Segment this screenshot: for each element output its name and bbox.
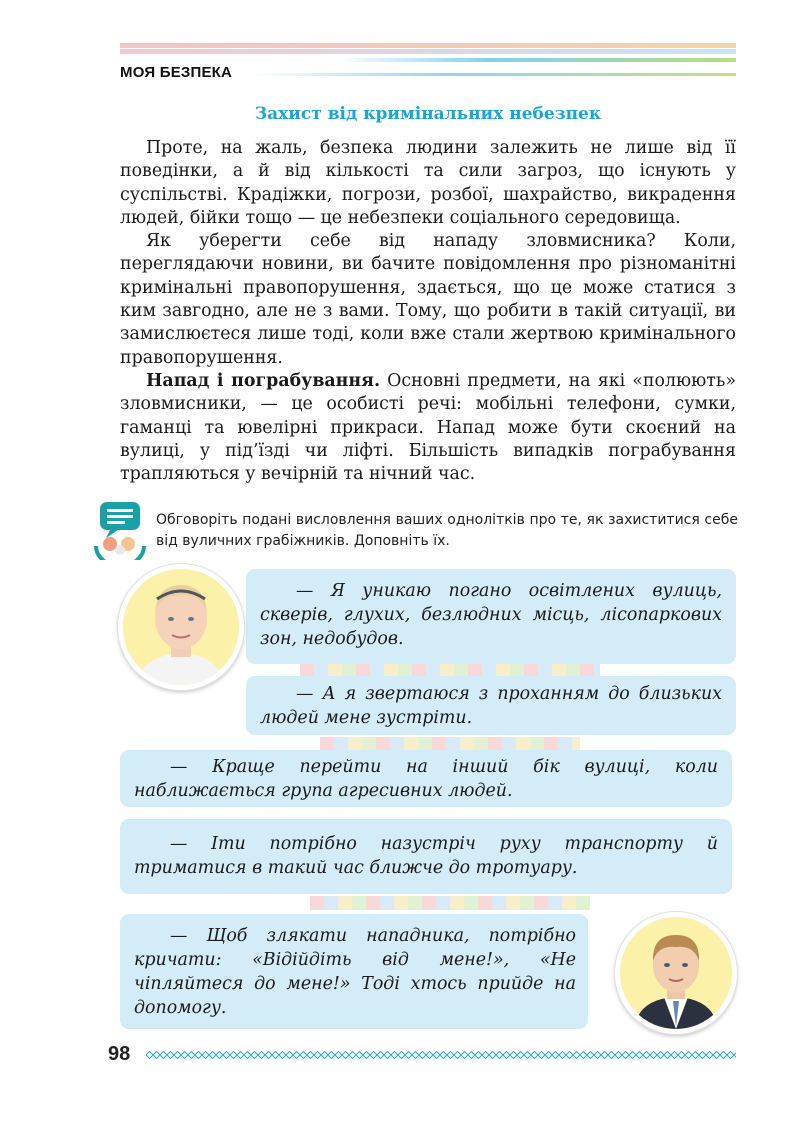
section-rule (250, 73, 736, 76)
quote-text: — Краще перейти на інший бік вулиці, коли наближається група агресивних людей. (134, 757, 718, 801)
speech-bubble (120, 750, 732, 807)
discussion-icon (94, 500, 146, 560)
girl-portrait (118, 564, 244, 690)
quote-text: — А я звертаюся з проханням до близьких людей мене зустріти. (260, 684, 722, 728)
background-blur (320, 737, 580, 751)
speech-bubble (246, 569, 736, 664)
header-stripe (120, 58, 736, 62)
header-stripe (120, 43, 736, 48)
paragraph (120, 370, 736, 486)
quote-text: — Щоб злякати нападника, потрібно кричати: «Відійдіть від мене!», «Не чіпляйтеся до мене!» Тоді хтось прийде на допомогу. (134, 926, 576, 1018)
boy-portrait (615, 912, 737, 1034)
section-label: МОЯ БЕЗПЕКА (120, 64, 233, 81)
speech-bubble (120, 819, 732, 894)
footer-decoration (146, 1050, 736, 1060)
paragraph: Як уберегти себе від нападу зловмисника? Коли, переглядаючи новини, ви бачите повідомлення про різноманітні кримінальні правопорушення, здається, що це може статися з ким завгодно, але не з вами. Тому, що робити в такій ситуації, ви замислюєтеся лише тоді, коли вже стали жертвою кримінального правопорушення. (120, 231, 736, 368)
header-decoration (120, 43, 736, 54)
page-heading: Захист від кримінальних небезпек (254, 104, 602, 124)
quote-text: — Я уникаю погано освітлених вулиць, скверів, глухих, безлюдних місць, лісопаркових зон, недобудов. (260, 581, 722, 649)
speech-bubble (246, 676, 736, 735)
background-blur (310, 896, 590, 910)
header-stripe (120, 49, 736, 54)
paragraph: Проте, на жаль, безпека людини залежить не лише від її поведінки, а й від кількості та сили загроз, що існують у суспільстві. Крадіжки, погрози, розбої, шахрайство, викрадення людей, бійки тощо — це небезпеки соціального середовища. (120, 138, 736, 228)
quote-text: — Іти потрібно назустріч руху транспорту й триматися в такий час ближче до тротуару. (134, 834, 718, 878)
paragraph-lead: Напад і пограбування. (146, 370, 381, 391)
paragraph-text: Основні предмети, на які «полюють» зловмисники, — це особисті речі: мобільні телефони, сумки, гаманці та ювелірні прикраси. Напад може бути скоєний на вулиці, у під’їзді чи ліфті. Більшість випадків пограбування трапляються у вечірній та нічний час. (120, 370, 736, 485)
discussion-instruction: Обговоріть подані висловлення ваших однолітків про те, як захиститися себе від вуличних грабіжників. Доповніть їх. (156, 512, 738, 549)
body-text (120, 137, 736, 486)
page-number: 98 (108, 1043, 131, 1065)
speech-bubble (120, 914, 588, 1029)
